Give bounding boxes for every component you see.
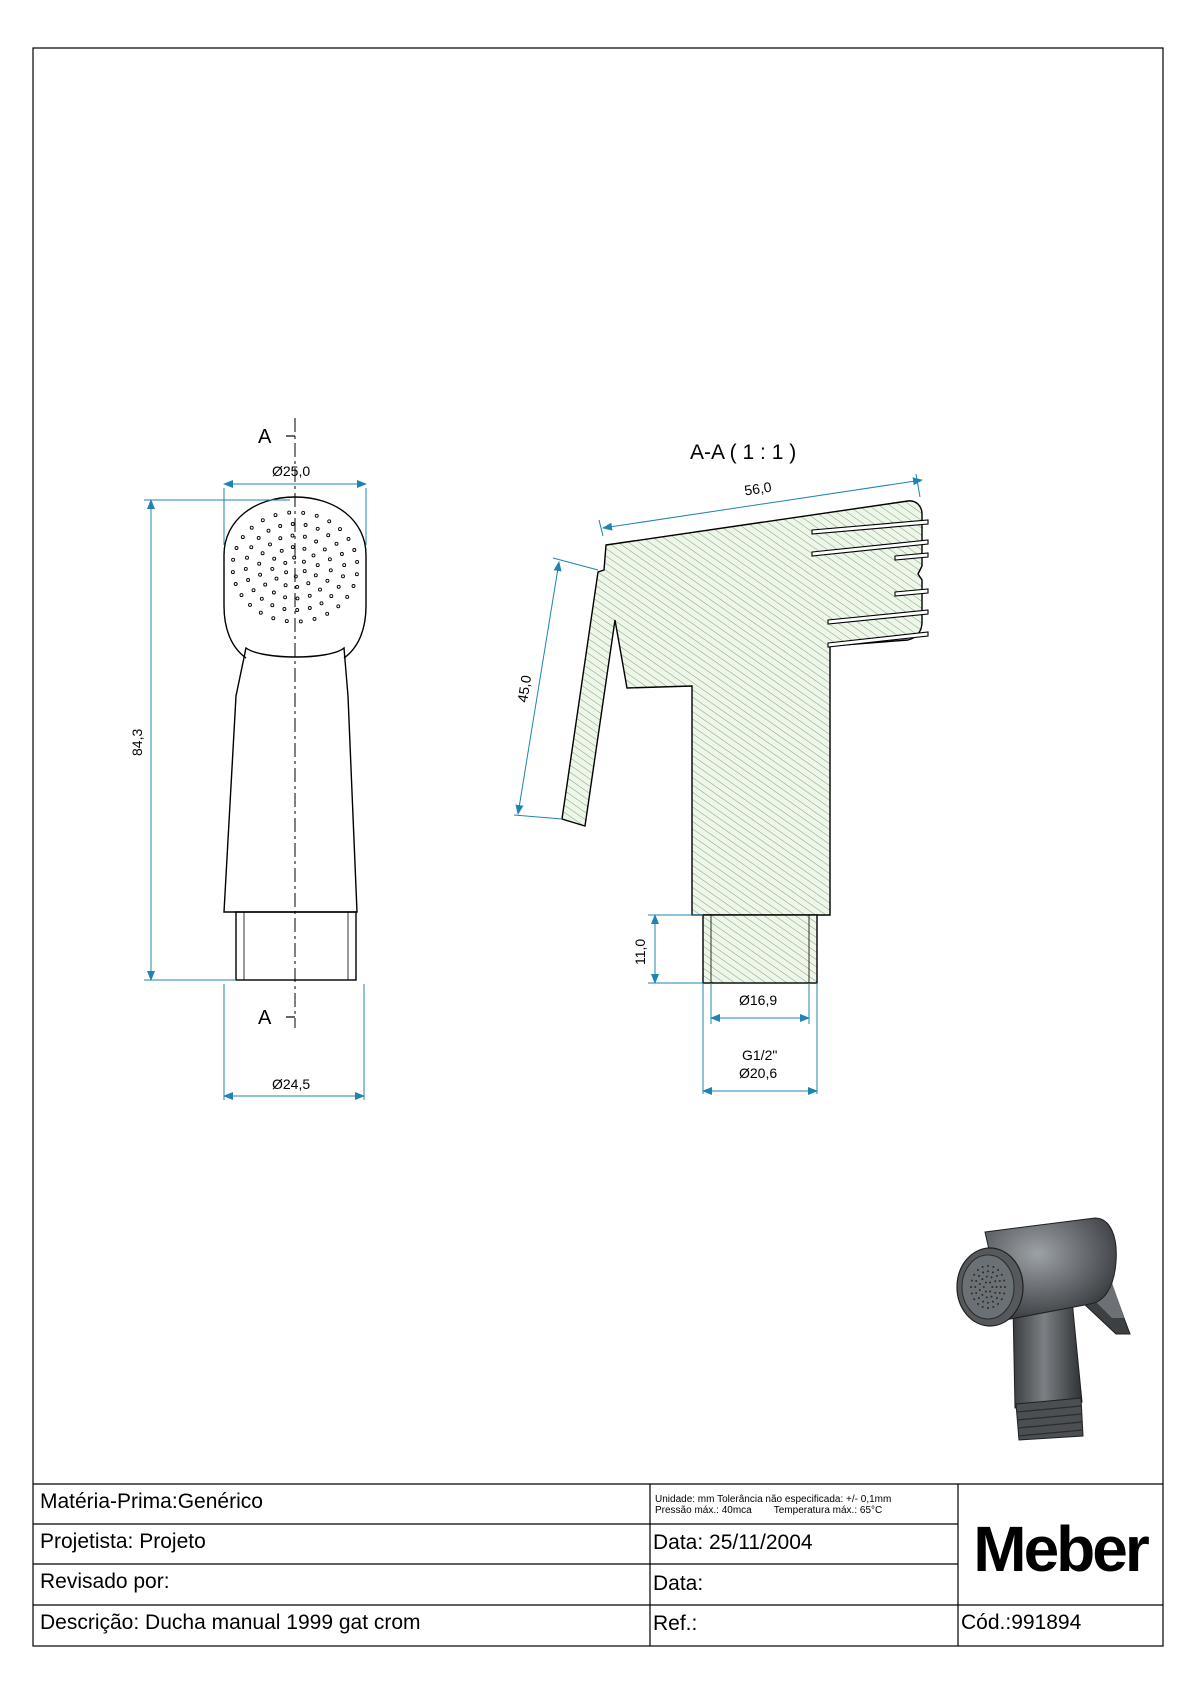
section-view-connector <box>703 915 817 983</box>
dim-total-height: 84,3 <box>129 728 145 756</box>
spray-hole <box>347 537 350 540</box>
revisado-label: Revisado por: <box>40 1570 170 1593</box>
spray-hole <box>315 514 318 517</box>
spray-hole <box>232 558 235 561</box>
projetista-value: Projeto <box>139 1530 206 1553</box>
spray-hole <box>250 526 253 529</box>
spray-hole <box>291 534 294 537</box>
render-spray-hole <box>985 1282 987 1284</box>
render-spray-hole <box>997 1269 999 1271</box>
spec-line-2: Pressão máx.: 40mca Temperatura máx.: 65°C <box>655 1505 883 1516</box>
spray-hole <box>315 540 318 543</box>
render-spray-hole <box>983 1286 985 1288</box>
dim-head-diameter: Ø25,0 <box>272 463 311 479</box>
spray-hole <box>320 602 323 605</box>
spray-hole <box>304 524 307 527</box>
render-spray-hole <box>991 1286 993 1288</box>
spray-hole <box>244 567 247 570</box>
spray-hole <box>316 527 319 530</box>
render-spray-hole <box>992 1271 994 1273</box>
spray-hole <box>302 560 305 563</box>
render-spray-hole <box>996 1286 998 1288</box>
render-spray-hole <box>992 1306 994 1308</box>
descricao-value: Ducha manual 1999 gat crom <box>145 1611 421 1634</box>
dim-section-length: 56,0 <box>743 478 773 499</box>
spray-hole <box>246 556 249 559</box>
spray-hole <box>299 620 302 623</box>
spray-hole <box>296 597 299 600</box>
spray-hole <box>258 562 261 565</box>
render-spray-hole <box>971 1293 973 1295</box>
spray-hole <box>267 529 270 532</box>
spray-hole <box>323 548 326 551</box>
spray-hole <box>284 561 287 564</box>
spray-hole <box>235 547 238 550</box>
render-spray-hole <box>1003 1293 1005 1295</box>
spray-hole <box>343 564 346 567</box>
render-spray-hole <box>981 1294 983 1296</box>
spray-hole <box>308 594 311 597</box>
spray-hole <box>313 617 316 620</box>
render-spray-hole <box>1000 1286 1002 1288</box>
render-spray-hole <box>985 1291 987 1293</box>
front-view-dimensions <box>129 463 366 1100</box>
spray-hole <box>337 585 340 588</box>
render-spray-hole <box>999 1280 1001 1282</box>
spray-hole <box>303 547 306 550</box>
spray-hole <box>231 571 234 574</box>
render-spray-hole <box>986 1296 988 1298</box>
render-spray-hole <box>987 1307 989 1309</box>
render-spray-hole <box>975 1292 977 1294</box>
render-spray-hole <box>992 1301 994 1303</box>
spray-hole <box>316 564 319 567</box>
render-spray-hole <box>970 1286 972 1288</box>
spray-hole <box>284 584 287 587</box>
render-spray-hole <box>979 1283 981 1285</box>
spray-hole <box>264 583 267 586</box>
spray-hole <box>274 514 277 517</box>
render-spray-hole <box>974 1286 976 1288</box>
materia-value: Genérico <box>177 1490 263 1513</box>
render-spray-hole <box>973 1298 975 1300</box>
spray-hole <box>328 558 331 561</box>
render-spray-hole <box>979 1289 981 1291</box>
spray-hole <box>342 575 345 578</box>
spray-hole <box>326 612 329 615</box>
render-spray-hole <box>981 1278 983 1280</box>
spray-hole <box>337 605 340 608</box>
spray-hole <box>346 595 349 598</box>
ref-label: Ref.: <box>653 1612 698 1635</box>
product-render <box>957 1218 1130 1440</box>
render-spray-hole <box>982 1266 984 1268</box>
data1-value: 25/11/2004 <box>709 1531 813 1554</box>
spray-hole <box>353 549 356 552</box>
section-mark-bottom: A <box>258 1007 272 1029</box>
spray-hole <box>234 583 237 586</box>
spray-hole <box>328 520 331 523</box>
spray-hole <box>314 574 317 577</box>
spray-hole <box>269 543 272 546</box>
render-spray-hole <box>1004 1286 1006 1288</box>
cod-label: Cód.: <box>961 1611 1012 1634</box>
spray-hole <box>327 534 330 537</box>
render-spray-hole <box>978 1297 980 1299</box>
sheet-border <box>33 48 1163 1646</box>
render-spray-hole <box>991 1276 993 1278</box>
render-spray-hole <box>982 1306 984 1308</box>
spray-hole <box>319 588 322 591</box>
spray-hole <box>284 596 287 599</box>
front-view-body-outline <box>224 648 357 912</box>
render-spray-hole <box>1001 1274 1003 1276</box>
spray-hole <box>275 577 278 580</box>
spray-hole <box>261 519 264 522</box>
dim-thread-spec: G1/2" <box>742 1047 778 1063</box>
dim-base-diameter: Ø24,5 <box>272 1076 311 1092</box>
spray-hole <box>279 525 282 528</box>
meber-logo: Meber <box>973 1513 1147 1585</box>
spray-hole <box>291 546 294 549</box>
spray-hole <box>288 511 291 514</box>
front-view-connector <box>236 912 356 980</box>
spray-hole <box>293 556 296 559</box>
data2-label: Data: <box>653 1572 704 1595</box>
render-spray-hole <box>994 1292 996 1294</box>
cod-value: 991894 <box>1011 1611 1082 1634</box>
spec-line-1: Unidade: mm Tolerância não especificada: +/- 0,1mm <box>655 1494 892 1505</box>
spray-hole <box>247 579 250 582</box>
render-spray-hole <box>999 1292 1001 1294</box>
spray-hole <box>280 549 283 552</box>
render-spray-hole <box>996 1297 998 1299</box>
spray-hole <box>285 620 288 623</box>
dim-inner-diameter: Ø16,9 <box>739 992 778 1008</box>
render-spray-hole <box>997 1303 999 1305</box>
spray-hole <box>335 542 338 545</box>
dim-thread-diameter: Ø20,6 <box>739 1065 778 1081</box>
spray-hole <box>271 567 274 570</box>
spray-hole <box>330 595 333 598</box>
render-spray-hole <box>977 1303 979 1305</box>
render-spray-hole <box>1003 1280 1005 1282</box>
render-spray-hole <box>989 1282 991 1284</box>
spray-hole <box>285 571 288 574</box>
render-spray-hole <box>987 1302 989 1304</box>
spray-hole <box>307 582 310 585</box>
front-view <box>224 418 366 1029</box>
section-view <box>562 501 928 983</box>
render-spray-hole <box>971 1280 973 1282</box>
spray-hole <box>283 608 286 611</box>
dim-thread-height: 11,0 <box>632 938 648 965</box>
spray-hole <box>339 528 342 531</box>
spray-hole <box>272 617 275 620</box>
spray-hole <box>291 523 294 526</box>
spray-hole <box>296 609 299 612</box>
spray-hole <box>340 553 343 556</box>
spray-hole <box>296 585 299 588</box>
spray-hole <box>250 546 253 549</box>
render-spray-hole <box>987 1265 989 1267</box>
spray-hole <box>252 589 255 592</box>
spray-hole <box>329 569 332 572</box>
render-spray-hole <box>996 1275 998 1277</box>
render-spray-hole <box>978 1275 980 1277</box>
spray-hole <box>272 591 275 594</box>
section-view-body <box>562 501 922 915</box>
spray-hole <box>279 537 282 540</box>
spray-hole <box>257 536 260 539</box>
render-spray-hole <box>982 1271 984 1273</box>
spray-hole <box>302 511 305 514</box>
render-spray-hole <box>992 1266 994 1268</box>
dim-trigger-length: 45,0 <box>514 674 535 704</box>
spray-hole <box>240 594 243 597</box>
render-spray-hole <box>989 1291 991 1293</box>
spray-hole <box>308 607 311 610</box>
spray-hole <box>273 557 276 560</box>
data1-label: Data: <box>653 1531 704 1554</box>
render-spray-hole <box>1001 1298 1003 1300</box>
spray-hole <box>241 536 244 539</box>
spray-hole <box>303 570 306 573</box>
spray-hole <box>303 535 306 538</box>
spray-hole <box>260 597 263 600</box>
render-spray-hole <box>986 1276 988 1278</box>
materia-label: Matéria-Prima: <box>40 1490 178 1513</box>
spray-hole <box>356 560 359 563</box>
descricao-label: Descrição: <box>40 1611 140 1634</box>
spray-hole <box>259 573 262 576</box>
render-spray-hole <box>973 1274 975 1276</box>
section-mark-top: A <box>258 426 272 448</box>
projetista-label: Projetista: <box>40 1530 134 1553</box>
render-spray-hole <box>987 1270 989 1272</box>
render-spray-hole <box>982 1301 984 1303</box>
spray-hole <box>261 552 264 555</box>
render-spray-hole <box>994 1280 996 1282</box>
spray-hole <box>326 579 329 582</box>
spray-hole <box>312 554 315 557</box>
spray-hole <box>271 604 274 607</box>
spray-hole <box>259 611 262 614</box>
section-title: A-A ( 1 : 1 ) <box>690 441 797 464</box>
spray-hole <box>352 585 355 588</box>
render-spray-hole <box>975 1280 977 1282</box>
render-spray-hole <box>991 1296 993 1298</box>
render-spray-hole <box>977 1269 979 1271</box>
spray-hole <box>355 573 358 576</box>
spray-hole <box>249 603 252 606</box>
